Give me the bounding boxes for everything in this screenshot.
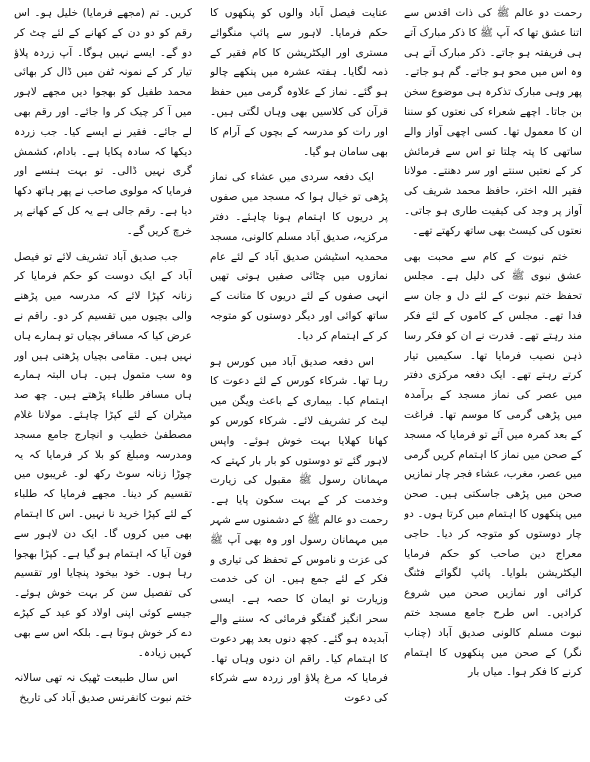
paragraph: ایک دفعہ سردی میں عشاء کی نماز پڑھی تو خیال ہوا کہ مسجد میں صفوں پر دریوں کا اہتمام ہونا چاہئے۔ دفتر مرکزیہ، صدیق آباد مسلم کالونی، مسجد محمدیہ اسٹیشن صدیق آباد کے لئے عام نمازوں میں چٹائی صفیں ہوتی تھیں انہی صفوں کے لئے دریوں کا متانت کے ساتھ کوائی اور دیگر دوستوں کو متوجہ کر کے اہتمام کر دیا۔ — [210, 171, 388, 342]
paragraph: جب صدیق آباد تشریف لائے تو فیصل آباد کے ایک دوست کو حکم فرمایا کر زنانہ کپڑا لائے کہ مدرسہ میں پڑھنے والی بچیوں میں تقسیم کر دو۔ راقم نے عرض کیا کہ مسافر بچیاں تو ہمارے ہاں نہیں ہیں۔ مقامی بچیاں پڑھتی ہیں اور وہ سب متمول ہیں۔ ہاں البتہ ہمارے ہاں مسافر طلباء پڑھتے ہیں۔ چھ صد میٹران کے لئے کپڑا چاہئے۔ مولانا غلام مصطفیٰ خطیب و انچارج جامع مسجد ومدرسہ ومبلغ کو بلا کر فرمایا کہ یہ چوڑا زنانہ سوٹ رکھ لو۔ غریبوں میں تقسیم کر دینا۔ مجھے فرمایا کہ طلباء کے لئے کپڑا خرید نا نہیں۔ اس کا اہتمام بھی میں کروں گا۔ ایک دن لاہور سے فون آیا کہ اہتمام ہو گیا ہے۔ کپڑا بھجوا رہا ہوں۔ خود بیخود پنچایا اور تقسیم کی تفصیل سن کر بہت خوش ہوئے۔ جیسے کوئی اپنی اولاد کو عید کے کپڑے دے کر خوش ہوتا ہے۔ بلکہ اس سے بھی کہیں زیادہ۔ — [14, 250, 192, 659]
paragraph: عنایت فیصل آباد والوں کو پنکھوں کا حکم فرمایا۔ لاہور سے پائپ منگوائے مستری اور الیکٹریشن کا کام فقیر کے ذمہ لگایا۔ ہفتہ عشرہ میں پنکھے چالو ہو گئے۔ نماز کے علاوہ گرمی میں حفظ قرآن کی کلاسیں بھی وہاں لگتی ہیں۔ اور رات کو مدرسہ کے بچوں کے آرام کا بھی سامان ہو گیا۔ — [210, 7, 388, 158]
paragraph: کریں۔ تم (مجھے فرمایا) خلیل ہو۔ اس رقم کو دو دن کے کھانے کے لئے چٹ کر دو گے۔ ایسے نہیں ہوگا۔ آپ زردہ پلاؤ تیار کر کے نمونہ ٹفن میں ڈال کر بھائی محمد طفیل کو بھجوا دیں مجھے لاہور میں آ کر چیک کر وا جائے۔ اور رقم بھی لے جائے۔ فقیر نے ایسے کیا۔ جب زردہ دیکھا کہ سادہ پکایا ہے۔ بادام، کشمش گری نہیں ڈالی۔ تو بہت ہنسے اور فرمایا کہ مولوی صاحب نے پھر ہاتھ دکھا دیا ہے۔ رقم جالی ہے یہ کل کے کھانے پر خرچ کریں گے۔ — [14, 7, 192, 237]
column-left — [14, 4, 192, 756]
paragraph: اس دفعہ صدیق آباد میں کورس ہو رہا تھا۔ شرکاء کورس کے لئے دعوت کا اہتمام کیا۔ بیماری کے باعث ویگن میں لیٹ کر تشریف لائے۔ شرکاء کورس کو کھانا کھلایا بہت خوش ہوئے۔ واپس لاہور گئے تو دوستوں کو بار بار کہتے کہ مہمانان رسول ﷺ مقبول کی زیارت وخدمت کر کے بہت سکون پایا ہے۔ رحمت دو عالم ﷺ کے دشمنوں سے شہر میں مہمانان رسول اور وہ بھی آپ ﷺ کی عزت و ناموس کے تحفظ کی تیاری و فکر کے لئے جمع ہیں۔ ان کی خدمت وزیارت تو ایمان کا حصہ ہے۔ ایسی سحر انگیز گفتگو فرمائی کہ سننے والے آبدیدہ ہو گئے۔ کچھ دنوں بعد پھر دعوت کا اہتمام کیا۔ راقم ان دنوں وہاں تھا۔ فرمایا کہ مرغ پلاؤ اور زردہ سے شرکاء کی دعوت — [210, 355, 388, 705]
column-right — [404, 4, 582, 756]
paragraph: اس سال طبیعت ٹھیک نہ تھی سالانہ ختم نبوت کانفرنس صدیق آباد کی تاریخ — [14, 672, 192, 705]
column-middle — [210, 4, 388, 756]
paragraph: رحمت دو عالم ﷺ کی ذات اقدس سے اتنا عشق تھا کہ آپ ﷺ کا ذکر مبارک آتے ہی فریفتہ ہو جاتے۔ ذکر مبارک آتے ہی وہ اس میں محو ہو جاتے۔ گم ہو جاتے۔ پھر وہی مبارک تذکرہ ہی موضوع سخن بن جاتا۔ اچھے شعراء کی نعتوں کو سننا ان کا معمول تھا۔ کسی اچھی آواز والے ساتھی کا پتہ چلتا تو اس سے فرمائش کر کے نعتیں سنتے اور سر دھنتے۔ مولانا فقیر اللہ اختر، حافظ محمد شریف کی آواز پر وجد کی کیفیت طاری ہو جاتی۔ نعتوں کی کیسٹ بھی ساتھ رکھتے تھے۔ — [404, 7, 582, 237]
paragraph: ختم نبوت کے کام سے محبت بھی عشق نبوی ﷺ کی دلیل ہے۔ مجلس تحفظ ختم نبوت کے لئے دل و جان سے فدا تھے۔ مجلس کے کاموں کے لئے فکر مند رہتے تھے۔ قدرت نے ان کو فکر رسا ذہن نصیب فرمایا تھا۔ سکیمیں تیار کرتے رہتے تھے۔ ایک دفعہ مرکزی دفتر میں عصر کی نماز مسجد کے برآمدہ میں پڑھی گرمی کا موسم تھا۔ فراغت کے بعد کمرہ میں آئے تو فرمایا کہ مسجد کے صحن میں نماز کا اہتمام کریں گرمی میں عصر، مغرب، عشاء فجر چار نمازیں صحن میں پڑھی جاسکتی ہیں۔ صحن میں پنکھوں کا اہتمام میں کرتا ہوں۔ دو چار دوستوں کو متوجہ کر دیا۔ حاجی معراج دین صاحب کو حکم فرمایا الیکٹریشن بلوایا۔ پائپ لگوائے فٹنگ کرائی اور نمازیں صحن میں شروع کرادیں۔ اس طرح جامع مسجد ختم نبوت مسلم کالونی صدیق آباد (چناب نگر) کے صحن میں پنکھوں کا اہتمام کرنے کا فکر ہوا۔ میاں بار — [404, 250, 582, 679]
